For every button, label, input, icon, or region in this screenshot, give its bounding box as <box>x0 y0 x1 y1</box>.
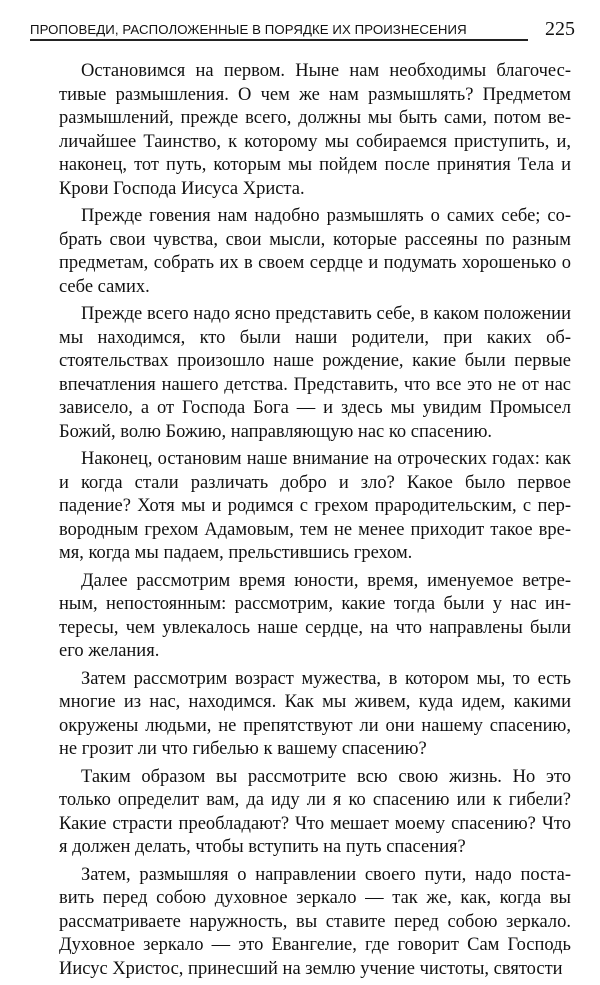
paragraph-8: Затем, размышляя о направлении своего пути, надо поставить перед собою духовное зеркало — так же, как, когда вы рассматриваете наружность, вы ставите перед собою зеркало. Духовное зеркало — это Евангелие, где говорит Сам Господь Иисус Христос, принесший на землю учение чистоты, святости <box>59 864 571 979</box>
paragraph-3: Прежде всего надо ясно представить себе, в каком положении мы находимся, кто были наши родители, при каких обстоятельствах произошло наше рождение, какие были первые впечатления нашего детства. Представить, что все это не от нас зависело, а от Господа Бога — и здесь мы увидим Промысел Божий, волю Божию, направляющую нас ко спасению. <box>59 304 571 442</box>
body-text <box>59 60 571 985</box>
paragraph-1: Остановимся на первом. Ныне нам необходимы благочестивые размышления. О чем же нам размышлять? Предметом размышлений, прежде всего, должны мы быть сами, потом величайшее Таинство, к которому мы собираемся приступить, и, наконец, тот путь, которым мы пойдем после принятия Тела и Крови Господа Иисуса Христа. <box>59 61 571 199</box>
paragraph-6: Затем рассмотрим возраст мужества, в котором мы, то есть многие из нас, находимся. Как мы живем, куда идем, какими окружены людьми, не препятствуют ли они нашему спасению, не грозит ли что гибелью к вашему спасению? <box>59 668 571 759</box>
paragraph-2: Прежде говения нам надобно размышлять о самих себе; собрать свои чувства, свои мысли, которые рассеяны по разным предметам, собрать их в своем сердце и подумать хорошенько о себе самих. <box>59 206 571 297</box>
page-number: 225 <box>545 18 575 40</box>
paragraph-5: Далее рассмотрим время юности, время, именуемое ветреным, непостоянным: рассмотрим, какие тогда были у нас интересы, чем увлекалось наше сердце, на что направлены были его желания. <box>59 570 571 661</box>
header-rule <box>30 39 528 41</box>
running-title: ПРОПОВЕДИ, РАСПОЛОЖЕННЫЕ В ПОРЯДКЕ ИХ ПРОИЗНЕСЕНИЯ <box>30 22 467 37</box>
paragraph-4: Наконец, остановим наше внимание на отроческих годах: как и когда стали различать добро и зло? Какое было первое падение? Хотя мы и родимся с грехом прародительским, с первородным грехом Адамовым, тем не менее приходит такое время, когда мы падаем, прельстившись грехом. <box>59 449 571 563</box>
running-head <box>30 18 575 44</box>
paragraph-7: Таким образом вы рассмотрите всю свою жизнь. Но это только определит вам, да иду ли я ко спасению или к гибели? Какие страсти преобладают? Что мешает моему спасению? Что я должен делать, чтобы вступить на путь спасения? <box>59 766 571 857</box>
